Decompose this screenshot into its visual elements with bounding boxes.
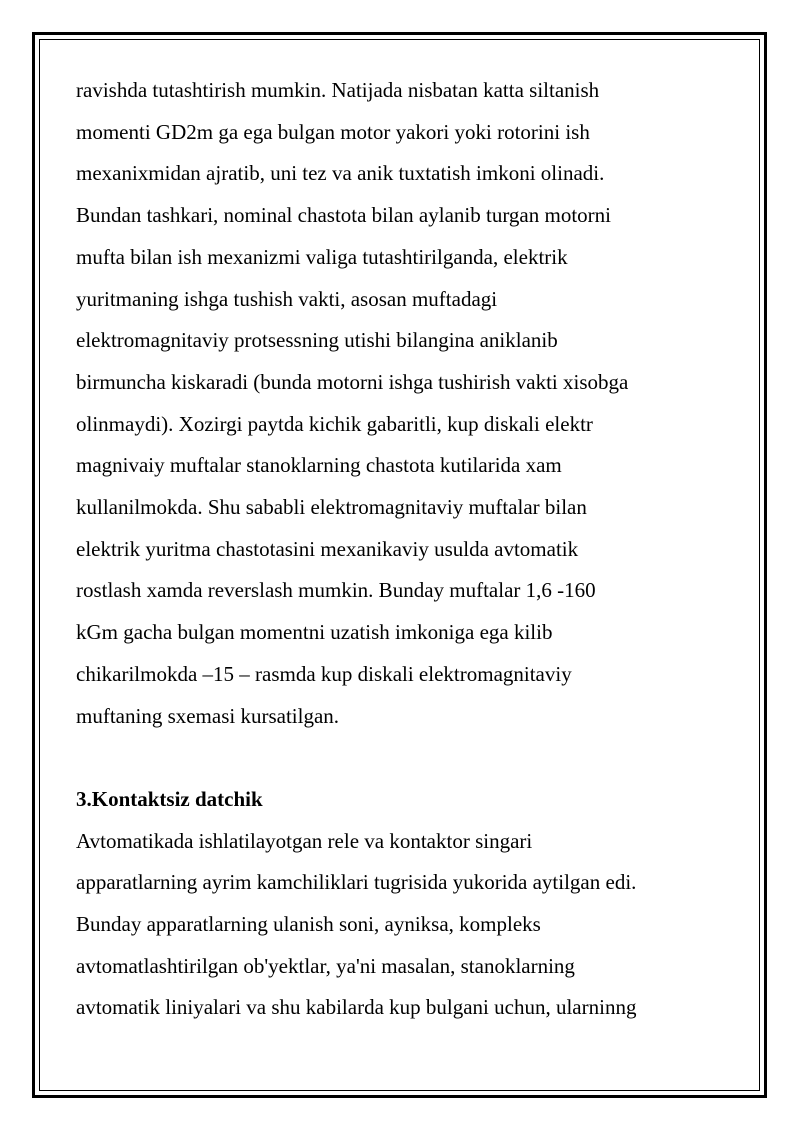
text-line: avtomatlashtirilgan ob'yektlar, ya'ni masalan, stanoklarning [76,953,575,978]
text-line: kullanilmokda. Shu sababli elektromagnitaviy muftalar bilan [76,495,587,520]
text-line: mufta bilan ish mexanizmi valiga tutashtirilganda, elektrik [76,244,568,269]
text-line: Bundan tashkari, nominal chastota bilan aylanib turgan motorni [76,203,611,228]
text-line: Bunday apparatlarning ulanish soni, ayniksa, kompleks [76,912,541,937]
text-line: muftaning sxemasi kursatilgan. [76,703,340,728]
text-line: avtomatik liniyalari va shu kabilarda kup bulgani uchun, ularninng [76,995,637,1020]
paragraph-1 [76,70,736,737]
text-line: olinmaydi). Xozirgi paytda kichik gabaritli, kup diskali elektr [76,411,593,436]
text-line: momenti GD2m ga ega bulgan motor yakori yoki rotorini ish [76,119,590,144]
paragraph-spacer [76,737,736,779]
text-line: birmuncha kiskaradi (bunda motorni ishga tushirish vakti xisobga [76,369,629,394]
text-line: Avtomatikada ishlatilayotgan rele va kontaktor singari [76,828,533,853]
text-line: elektromagnitaviy protsessning utishi bilangina aniklanib [76,328,558,353]
text-line: kGm gacha bulgan momentni uzatish imkoniga ega kilib [76,620,553,645]
text-line: magnivaiy muftalar stanoklarning chastota kutilarida xam [76,453,562,478]
text-line: ravishda tutashtirish mumkin. Natijada nisbatan katta siltanish [76,78,600,102]
text-line: apparatlarning ayrim kamchiliklari tugrisida yukorida aytilgan edi. [76,870,637,895]
document-body [76,70,736,1029]
text-line: mexanixmidan ajratib, uni tez va anik tuxtatish imkoni olinadi. [76,161,605,186]
text-line: chikarilmokda –15 – rasmda kup diskali elektromagnitaviy [76,661,572,686]
text-line: yuritmaning ishga tushish vakti, asosan muftadagi [76,286,498,311]
paragraph-2 [76,821,736,1030]
text-line: rostlash xamda reverslash mumkin. Bunday muftalar 1,6 -160 [76,578,596,603]
section-heading: 3.Kontaktsiz datchik [76,786,263,811]
text-line: elektrik yuritma chastotasini mexanikaviy usulda avtomatik [76,536,579,561]
